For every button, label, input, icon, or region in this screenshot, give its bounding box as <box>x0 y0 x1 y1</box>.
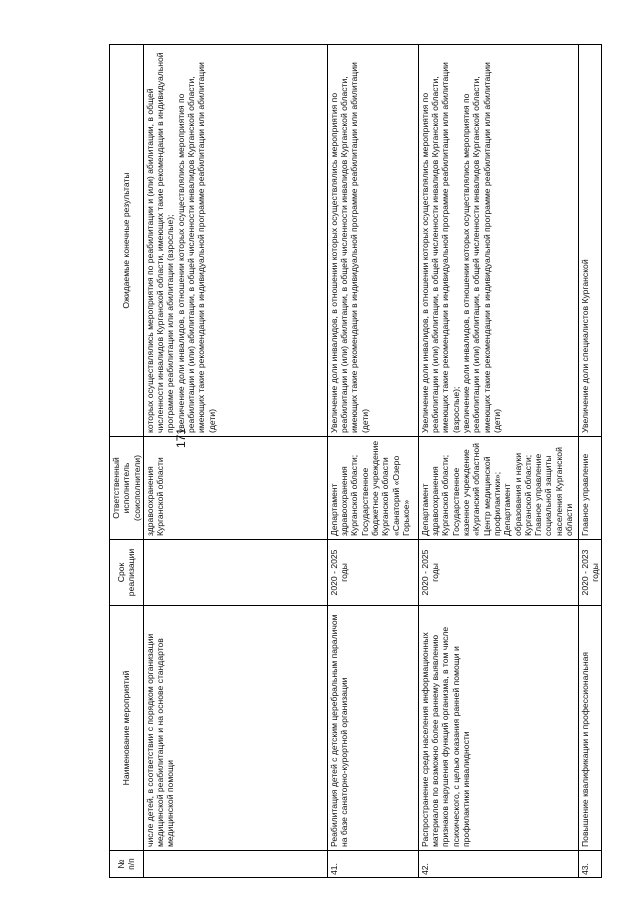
cell-name: Распространение среди населения информационных материалов по возможно более раннему выявлению признаков нарушения функций организма, в том числе психического, с целью оказания ранней помощи и профилактики инвалидности <box>418 606 578 851</box>
header-executor: Ответственный исполнитель (соисполнители) <box>110 437 144 540</box>
cell-num: 41. <box>327 851 418 878</box>
cell-term: 2020 - 2025 годы <box>327 540 418 606</box>
cell-name: Реабилитация детей с детским церебральным параличом на базе санаторно-курортной организации <box>327 606 418 851</box>
cell-num <box>143 851 327 878</box>
header-num: № п/п <box>110 851 144 878</box>
table-row-41 <box>327 45 418 878</box>
table-header-row <box>110 45 144 878</box>
cell-term: 2020 - 2023 годы <box>578 540 602 606</box>
cell-name: Повышение квалификации и профессиональная <box>578 606 602 851</box>
table-row-continuation <box>143 45 327 878</box>
cell-name: числе детей, в соответствии с порядком организации медицинской реабилитации и на основе стандартов медицинской помощи <box>143 606 327 851</box>
table-row-43 <box>578 45 602 878</box>
cell-executor: здравоохранения Курганской области <box>143 437 327 540</box>
cell-results: которых осуществлялись мероприятия по реабилитации и (или) абилитации, в общей численности инвалидов Курганской области, имеющих такие рекомендации в индивидуальной программе реабилитации или абилитации (взрослые); увеличение доли инвалидов, в отношении которых осуществлялись мероприятия по реабилитации и (или) абилитации, в общей численности инвалидов Курганской области, имеющих такие рекомендации в индивидуальной программе реабилитации или абилитации (дети) <box>143 45 327 437</box>
cell-term: 2020 - 2025 годы <box>418 540 578 606</box>
cell-results: Увеличение доли специалистов Курганской <box>578 45 602 437</box>
header-name: Наименование мероприятий <box>110 606 144 851</box>
table-row-42 <box>418 45 578 878</box>
cell-results: Увеличение доли инвалидов, в отношении которых осуществлялись мероприятия по реабилитации и (или) абилитации, в общей численности инвалидов Курганской области, имеющих такие рекомендации в индивидуальной программе реабилитации или абилитации (взрослые); увеличение доли инвалидов, в отношении которых осуществлялись мероприятия по реабилитации и (или) абилитации, в общей численности инвалидов Курганской области, имеющих такие рекомендации в индивидуальной программе реабилитации или абилитации (дети) <box>418 45 578 437</box>
measures-table <box>109 44 602 878</box>
cell-executor: Департамент здравоохранения Курганской области; Государственное бюджетное учреждение Курганской области «Санаторий «Озеро Горькое» <box>327 437 418 540</box>
cell-num: 43. <box>578 851 602 878</box>
cell-results: Увеличение доли инвалидов, в отношении которых осуществлялись мероприятия по реабилитации и (или) абилитации, в общей численности инвалидов Курганской области, имеющих такие рекомендации в индивидуальной программе реабилитации или абилитации (дети) <box>327 45 418 437</box>
cell-num: 42. <box>418 851 578 878</box>
header-term: Срок реализации <box>110 540 144 606</box>
header-results: Ожидаемые конечные результаты <box>110 45 144 437</box>
rotated-table-container <box>109 45 601 878</box>
cell-term <box>143 540 327 606</box>
page-number: 171 <box>174 427 188 449</box>
cell-executor: Департамент здравоохранения Курганской области; Государственное казенное учреждение «Курганский областной Центр медицинской профилактики»; Департамент образования и науки Курганской области; Главное управление социальной защиты населения Курганской области <box>418 437 578 540</box>
cell-executor: Главное управление <box>578 437 602 540</box>
